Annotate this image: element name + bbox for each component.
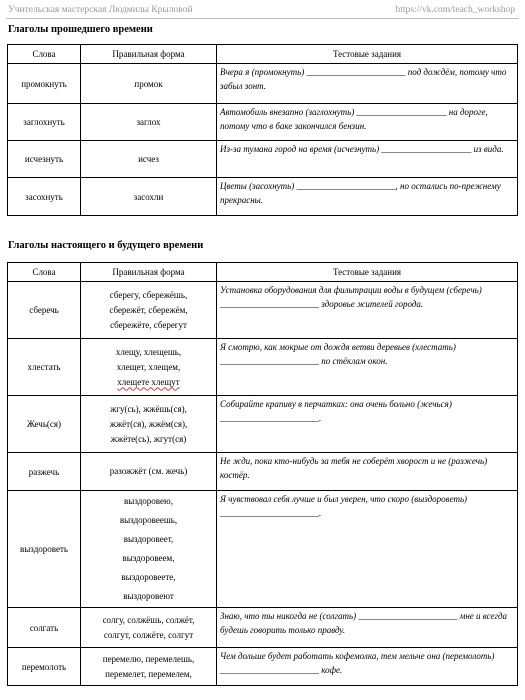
form-line: разожжёт (см. жечь) [109, 466, 188, 476]
table-header-row [8, 45, 518, 64]
form-line: перемелет, перемелем, [105, 668, 192, 679]
form-line: сберегу, сбережёшь, [109, 289, 188, 300]
form-line: жжёте(сь), жгут(ся) [110, 433, 187, 444]
task-cell: Чем дольше будет работать кофемолка, тем мельче она (перемолоть) ______________________ кофе. [217, 648, 518, 686]
word-cell: перемолоть [8, 648, 81, 686]
form-line: солгу, солжёшь, солжёт, [102, 614, 195, 625]
form-cell [81, 396, 217, 453]
word-cell: промокнуть [8, 64, 81, 104]
form-cell [81, 648, 217, 686]
section-title-past: Глаголы прошедшего времени [8, 24, 153, 35]
table-row [8, 396, 518, 453]
form-line: выздоровеют [123, 591, 174, 601]
form-cell: исчез [81, 141, 217, 178]
word-cell: исчезнуть [8, 141, 81, 178]
word-cell: хлестать [8, 339, 81, 396]
task-cell: Знаю, что ты никогда не (солгать) ______________________ мне и всегда будешь говорить только правду. [217, 608, 518, 648]
form-line: сбережёте, сберегут [110, 319, 187, 330]
task-cell: Не жди, пока кто-нибудь за тебя не соберёт хворост и не (разжечь) костёр. [217, 453, 518, 491]
table-row [8, 453, 518, 491]
column-header: Правильная форма [81, 45, 217, 64]
task-cell: Я смотрю, как мокрые от дождя ветви деревьев (хлестать) ______________________ по стёклам окон. [217, 339, 518, 396]
table-row [8, 64, 518, 104]
column-header: Слова [8, 45, 81, 64]
task-cell: Автомобиль внезапно (заглохнуть) ____________________ на дороге, потому что в баке закончился бензин. [217, 104, 518, 141]
table-row [8, 339, 518, 396]
table-row [8, 648, 518, 686]
form-line: жгу(сь), жжёшь(ся), [110, 403, 187, 414]
header-link[interactable]: https://vk.com/teach_workshop [395, 5, 515, 15]
task-cell: Я чувствовал себя лучше и был уверен, что скоро (выздороветь) ______________________. [217, 491, 518, 608]
column-header: Тестовые задания [217, 263, 518, 282]
column-header: Правильная форма [81, 263, 217, 282]
word-cell: сберечь [8, 282, 81, 339]
word-cell: выздороветь [8, 491, 81, 608]
form-line: выздоровеет, [123, 534, 174, 544]
form-line: выздоровеете, [121, 572, 176, 582]
task-cell: Вчера я (промокнуть) ______________________ под дождём, потому что забыл зонт. [217, 64, 518, 104]
form-line: выздоровеем, [122, 553, 175, 563]
form-line: солгут, солжёте, солгут [103, 629, 194, 640]
table-row [8, 104, 518, 141]
past-tense-table [7, 44, 518, 216]
table-row [8, 178, 518, 216]
form-cell [81, 608, 217, 648]
header-rule [6, 18, 519, 19]
page-header [8, 5, 515, 17]
task-cell: Установка оборудования для фильтрации воды в будущем (сберечь) ______________________ здоровье жителей города. [217, 282, 518, 339]
form-cell: заглох [81, 104, 217, 141]
table-header-row [8, 263, 518, 282]
table-row [8, 282, 518, 339]
table-row [8, 141, 518, 178]
form-line: жжёт(ся), жжём(ся), [109, 418, 188, 429]
column-header: Слова [8, 263, 81, 282]
form-cell [81, 282, 217, 339]
header-author: Учительская мастерская Людмилы Крыловой [8, 5, 193, 15]
form-cell: засохли [81, 178, 217, 216]
form-line: выздоровею, [124, 496, 173, 506]
form-line: сбережёт, сбережём, [109, 304, 188, 315]
word-cell: разжечь [8, 453, 81, 491]
table-row [8, 491, 518, 608]
form-line: перемелю, перемелешь, [102, 653, 195, 664]
column-header: Тестовые задания [217, 45, 518, 64]
form-line: хлещет, хлещем, [116, 361, 181, 372]
task-cell: Цветы (засохнуть) ______________________, но остались по-прежнему прекрасны. [217, 178, 518, 216]
form-cell [81, 491, 217, 608]
section-title-present: Глаголы настоящего и будущего времени [8, 240, 204, 251]
task-cell: Собирайте крапиву в перчатках: она очень больно (жечься) ______________________. [217, 396, 518, 453]
present-tense-table [7, 262, 518, 686]
form-line: хлещу, хлещешь, [115, 346, 182, 357]
word-cell: солгать [8, 608, 81, 648]
word-cell: Жечь(ся) [8, 396, 81, 453]
form-cell [81, 339, 217, 396]
form-line: выздоровеешь, [119, 515, 178, 525]
form-cell [81, 453, 217, 491]
form-cell: промок [81, 64, 217, 104]
table-row [8, 608, 518, 648]
task-cell: Из-за тумана город на время (исчезнуть) ____________________ из вида. [217, 141, 518, 178]
form-line: хлещете хлещут [117, 376, 180, 387]
word-cell: засохнуть [8, 178, 81, 216]
word-cell: заглохнуть [8, 104, 81, 141]
